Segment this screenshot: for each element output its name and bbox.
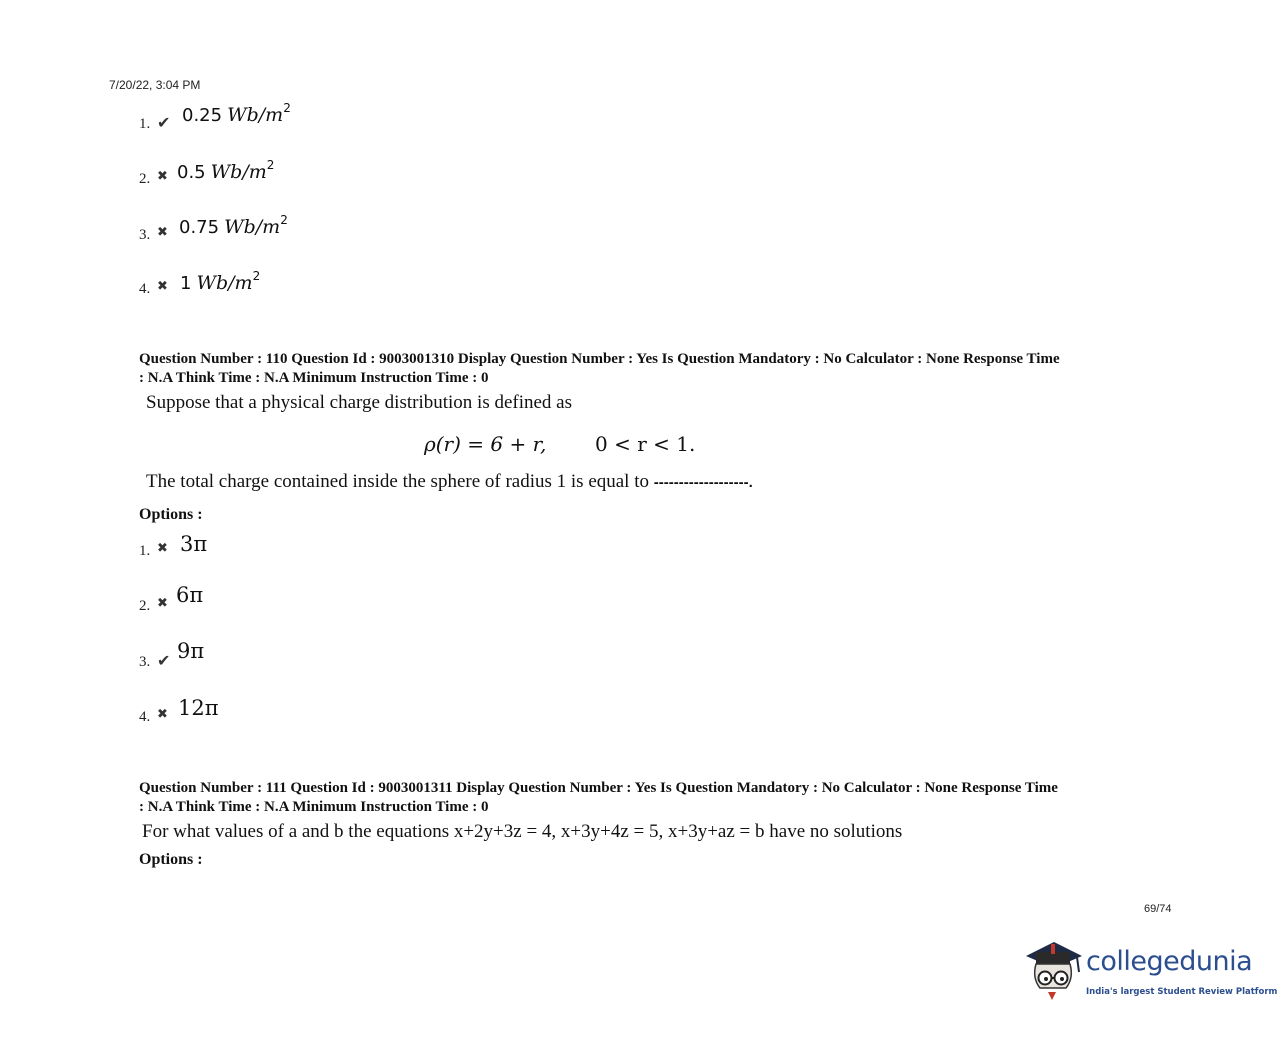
option-value: 0.25 $Wb/m^2$ [182, 101, 291, 126]
option-value: 0.75 $Wb/m^2$ [179, 213, 288, 238]
question-meta-line: Question Number : 110 Question Id : 9003001310 Display Question Number : Yes Is Question Mandatory : No Calculator : None Response Time [139, 351, 1060, 367]
check-icon: ✔ [157, 651, 171, 670]
cross-icon: ✖ [157, 279, 168, 294]
option-number: 1. [139, 116, 151, 132]
cross-icon: ✖ [157, 169, 168, 184]
question-meta-line: Question Number : 111 Question Id : 9003001311 Display Question Number : Yes Is Question Mandatory : No Calculator : None Response Time [139, 780, 1058, 796]
timestamp: 7/20/22, 3:04 PM [109, 78, 201, 92]
cross-icon: ✖ [157, 707, 168, 722]
option-number: 3. [139, 654, 151, 670]
collegedunia-logo [1022, 938, 1278, 1008]
question-meta-110 [139, 350, 1159, 388]
option-value: 12π [178, 696, 219, 720]
option-value: 0.5 $Wb/m^2$ [177, 158, 275, 183]
cross-icon: ✖ [157, 596, 168, 611]
option-number: 4. [139, 709, 151, 725]
option-value: 3π [180, 532, 208, 556]
option-value: 1 $Wb/m^2$ [180, 269, 261, 294]
option-number: 3. [139, 227, 151, 243]
equation [424, 432, 695, 456]
logo-tagline: India's largest Student Review Platform [1086, 987, 1278, 997]
option-value: 6π [176, 583, 204, 607]
option-number: 2. [139, 171, 151, 187]
option-number: 2. [139, 598, 151, 614]
option-value: 9π [177, 639, 205, 663]
mascot-icon [1022, 938, 1086, 1008]
cross-icon: ✖ [157, 541, 168, 556]
logo-text: collegedunia [1086, 946, 1253, 977]
cross-icon: ✖ [157, 225, 168, 240]
options-label: Options : [139, 851, 203, 868]
question-meta-line: : N.A Think Time : N.A Minimum Instruction Time : 0 [139, 370, 489, 386]
question-text: Suppose that a physical charge distribution is defined as [146, 392, 573, 413]
question-sentence: The total charge contained inside the sphere of radius 1 is equal to [146, 471, 649, 492]
equation-rhs: 0 < r < 1. [595, 432, 696, 456]
equation-lhs: ρ(r) = 6 + r, [424, 432, 547, 456]
question-meta-line: : N.A Think Time : N.A Minimum Instruction Time : 0 [139, 799, 489, 815]
question-text-2 [146, 471, 753, 493]
option-number: 4. [139, 281, 151, 297]
question-meta-111 [139, 779, 1159, 817]
options-label: Options : [139, 506, 203, 523]
question-text: For what values of a and b the equations x+2y+3z = 4, x+3y+4z = 5, x+3y+az = b have no solutions [142, 821, 903, 842]
check-icon: ✔ [157, 113, 171, 132]
answer-blank: -------------------. [653, 474, 753, 491]
option-number: 1. [139, 543, 151, 559]
page-number: 69/74 [1144, 903, 1172, 915]
